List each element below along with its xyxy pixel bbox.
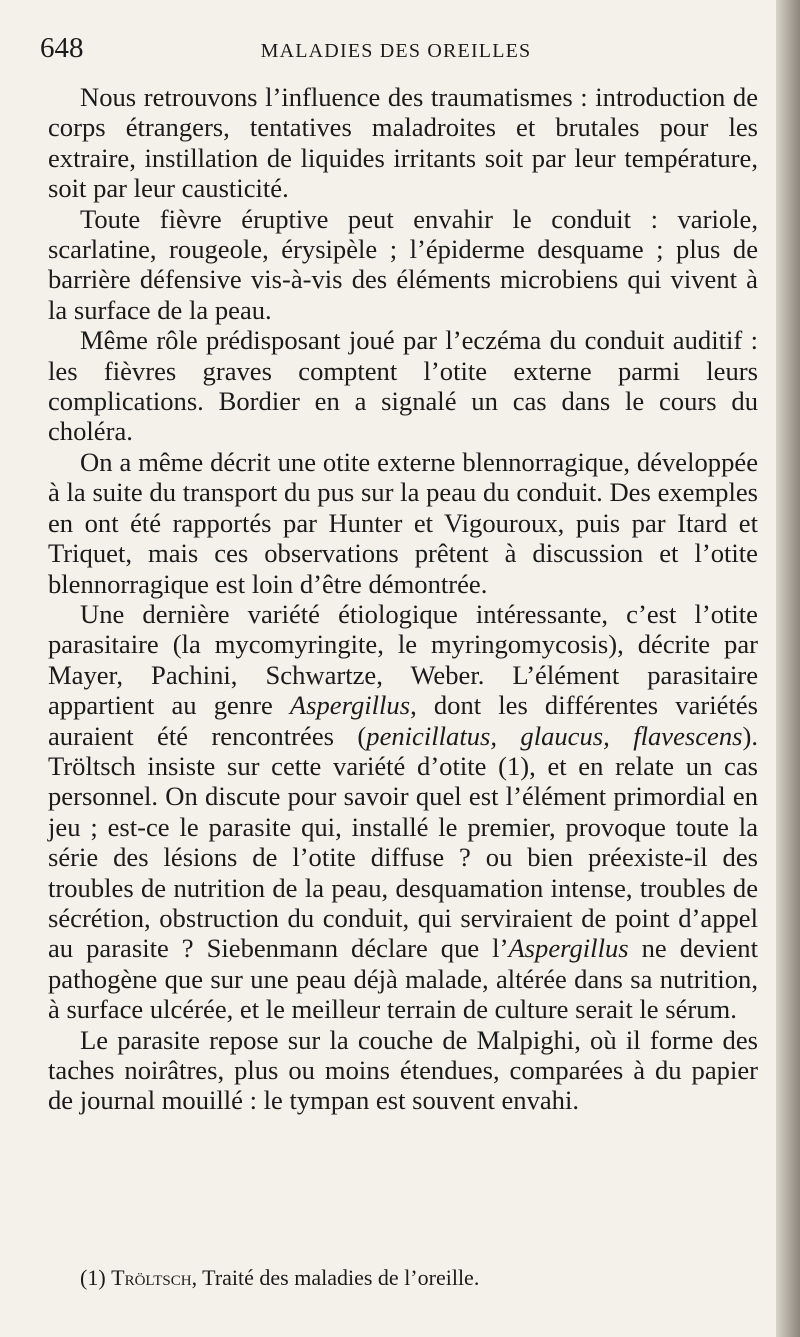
italic-varieties: penicillatus, glaucus, flavescens (366, 720, 743, 751)
running-title: MALADIES DES OREILLES (260, 40, 532, 62)
paragraph-blennorragique: On a même décrit une otite externe blennorragique, développée à la suite du transport du pus sur la peau du conduit. Des exemples en ont été rapportés par Hunter et Vigouroux, puis par Itard et Triquet, mais ces observations prêtent à discussion et l’otite blennorragique est loin d’être démontrée. (48, 446, 758, 599)
footnote (48, 1264, 758, 1292)
paragraph-malpighi: Le parasite repose sur la couche de Malpighi, où il forme des taches noirâtres, plus ou moins étendues, comparées à du papier de journal mouillé : le tympan est souvent envahi. (48, 1024, 758, 1116)
body-text (48, 82, 758, 1116)
page-number: 648 (40, 32, 84, 64)
footnote-text: , Traité des maladies de l’oreille. (191, 1265, 480, 1290)
paragraph-parasitaire (48, 599, 758, 1025)
italic-genus: Aspergillus (508, 933, 629, 964)
paragraph-eczema: Même rôle prédisposant joué par l’eczéma du conduit auditif : les fièvres graves comptent l’otite externe parmi leurs complications. Bordier en a signalé un cas dans le cours du choléra. (48, 325, 758, 447)
text-run: Une dernière variété étiologique intéressante, c’est l’otite parasitaire (la mycomyringite, le myringomycosis), décrite par Mayer, Pachini, Schwartze, Weber. L’élément parasitaire appartient au genre (48, 598, 758, 721)
text-run: , dont les différentes variétés auraient été rencontrées ( (48, 690, 758, 751)
page-edge-shadow (776, 0, 800, 1337)
text-run: ). Tröltsch insiste sur cette variété d’otite (1), et en relate un cas personnel. On discute pour savoir quel est l’élément primordial en jeu ; est-ce le parasite qui, installé le premier, provoque toute la série des lésions de l’otite diffuse ? ou bien préexiste-il des troubles de nutrition de la peau, desquamation intense, troubles de sécrétion, obstruction du conduit, qui serviraient de point d’appel au parasite ? Siebenmann déclare que l’ (48, 720, 758, 964)
footnote-author: Tröltsch (111, 1265, 192, 1290)
text-run: ne devient pathogène que sur une peau déjà malade, altérée dans sa nutrition, à surface ulcérée, et le meilleur terrain de culture serait le sérum. (48, 933, 758, 1025)
paragraph-traumatismes: Nous retrouvons l’influence des traumatismes : introduction de corps étrangers, tentatives maladroites et brutales pour les extraire, instillation de liquides irritants soit par leur température, soit par leur causticité. (48, 82, 758, 204)
italic-genus: Aspergillus (289, 690, 411, 721)
footnote-marker: (1) (80, 1265, 106, 1290)
page-header (40, 30, 752, 70)
paragraph-fievre-eruptive: Toute fièvre éruptive peut envahir le conduit : variole, scarlatine, rougeole, érysipèle ; l’épiderme desquame ; plus de barrière défensive vis-à-vis des éléments microbiens qui vivent à la surface de la peau. (48, 203, 758, 325)
